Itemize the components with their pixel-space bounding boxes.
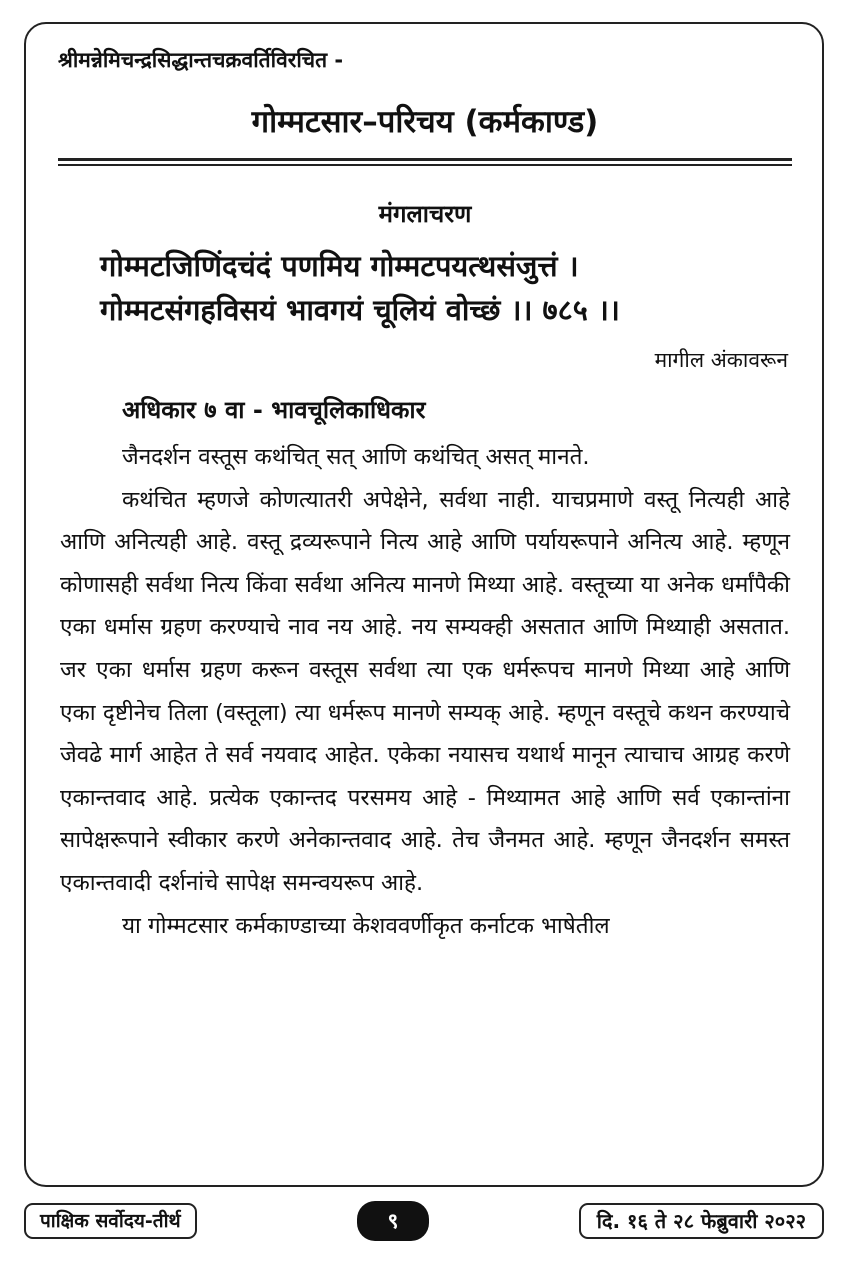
paragraph: जैनदर्शन वस्तूस कथंचित् सत् आणि कथंचित् असत् मानते.	[122, 444, 590, 470]
issue-date-box: दि. १६ ते २८ फेब्रुवारी २०२२	[579, 1203, 824, 1239]
publication-name-box: पाक्षिक सर्वोदय-तीर्थ	[24, 1203, 197, 1239]
page-number-badge: ९	[357, 1201, 429, 1241]
title-divider-thick	[58, 158, 792, 161]
chapter-title: अधिकार ७ वा - भावचूलिकाधिकार	[122, 396, 426, 424]
attribution-line: श्रीमन्नेमिचन्द्रसिद्धान्तचक्रवर्तिविरचित -	[58, 48, 344, 72]
mangalacharan-heading: मंगलाचरण	[378, 200, 472, 228]
continued-note: मागील अंकावरून	[654, 348, 788, 372]
verse-line-2: गोम्मटसंगहविसयं भावगयं चूलियं वोच्छं ।। ७८५ ।।	[100, 293, 620, 327]
body-text	[60, 436, 790, 947]
paragraph: कथंचित म्हणजे कोणत्यातरी अपेक्षेने, सर्वथा नाही. याचप्रमाणे वस्तू नित्यही आहे आणि अनित्यही आहे. वस्तू द्रव्यरूपाने नित्य आहे आणि पर्यायरूपाने अनित्य आहे. म्हणून कोणासही सर्वथा नित्य किंवा सर्वथा अनित्य मानणे मिथ्या आहे. वस्तूच्या या अनेक धर्मांपैकी एका धर्मास ग्रहण करण्याचे नाव नय आहे. नय सम्यक्ही असतात आणि मिथ्याही असतात. जर एका धर्मास ग्रहण करून वस्तूस सर्वथा त्या एक धर्मरूपच मानणे मिथ्या आहे आणि एका दृष्टीनेच तिला (वस्तूला) त्या धर्मरूप मानणे सम्यक् आहे. म्हणून वस्तूचे कथन करण्याचे जेवढे मार्ग आहेत ते सर्व नयवाद आहेत. एकेका नयासच यथार्थ मानून त्याचाच आग्रह करणे एकान्तवाद आहे. प्रत्येक एकान्तद परसमय आहे - मिथ्यामत आहे आणि सर्व एकान्तांना सापेक्षरूपाने स्वीकार करणे अनेकान्तवाद आहे. तेच जैनमत आहे. म्हणून जैनदर्शन समस्त एकान्तवादी दर्शनांचे सापेक्ष समन्वयरूप आहे.	[60, 486, 790, 896]
paragraph: या गोम्मटसार कर्मकाण्डाच्या केशववर्णीकृत कर्नाटक भाषेतील	[122, 912, 610, 939]
title-divider-thin	[58, 164, 792, 166]
page-title: गोम्मटसार–परिचय (कर्मकाण्ड)	[251, 104, 599, 140]
verse-line-1: गोम्मटजिणिंदचंदं पणमिय गोम्मटपयत्थसंजुत्तं ।	[100, 249, 579, 283]
